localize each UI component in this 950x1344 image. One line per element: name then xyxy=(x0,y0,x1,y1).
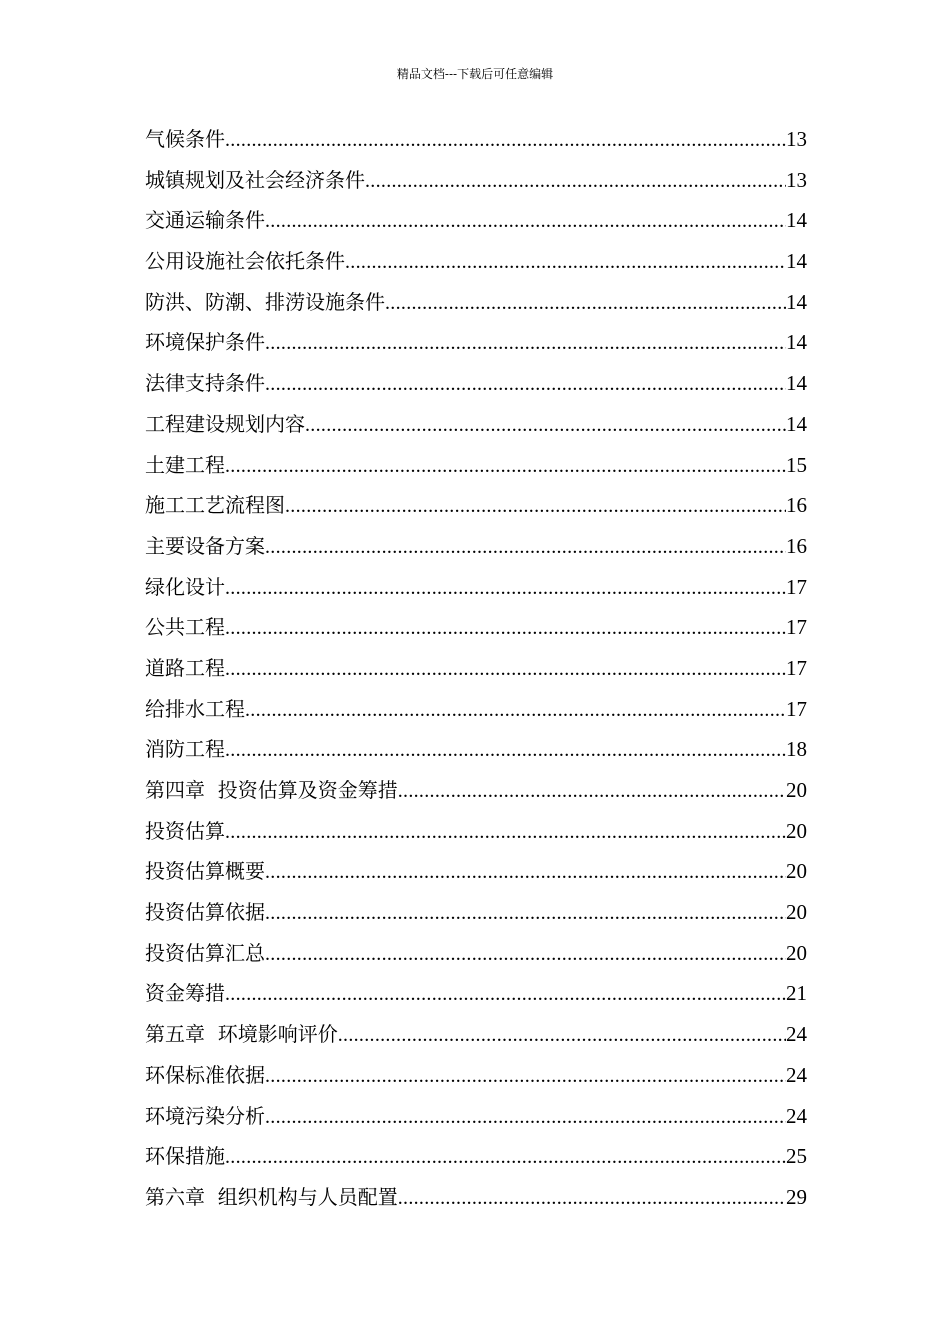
toc-entry-page: 17 xyxy=(786,615,807,640)
toc-dot-leader xyxy=(265,527,786,567)
toc-entry[interactable] xyxy=(145,689,807,730)
toc-dot-leader xyxy=(225,649,786,689)
toc-dot-leader xyxy=(225,120,786,160)
toc-entry[interactable] xyxy=(145,445,807,486)
toc-entry-page: 20 xyxy=(786,778,807,802)
toc-dot-leader xyxy=(225,730,786,770)
toc-entry-page: 14 xyxy=(786,411,807,436)
toc-entry-page: 24 xyxy=(786,1103,807,1128)
toc-entry[interactable] xyxy=(145,933,807,974)
toc-entry[interactable] xyxy=(145,1177,807,1218)
toc-entry-title: 施工工艺流程图 xyxy=(145,493,285,518)
toc-dot-leader xyxy=(225,812,786,852)
toc-entry-title: 资金筹措 xyxy=(145,981,225,1006)
toc-entry-title: 法律支持条件 xyxy=(145,371,265,396)
toc-entry[interactable] xyxy=(145,485,807,526)
toc-entry-title: 工程建设规划内容 xyxy=(145,411,305,436)
toc-entry-page: 13 xyxy=(786,127,807,151)
toc-entry-title: 环境污染分析 xyxy=(145,1103,265,1128)
toc-entry-title: 环保措施 xyxy=(145,1144,225,1169)
toc-entry-page: 17 xyxy=(786,696,807,721)
toc-dot-leader xyxy=(225,1137,786,1177)
toc-entry-page: 14 xyxy=(786,330,807,355)
toc-entry-title: 投资估算概要 xyxy=(145,859,265,884)
toc-dot-leader xyxy=(265,893,786,933)
toc-entry[interactable] xyxy=(145,770,807,811)
toc-dot-leader xyxy=(365,161,786,201)
toc-entry[interactable] xyxy=(145,851,807,892)
toc-dot-leader xyxy=(265,1097,786,1137)
toc-entry-title: 第五章 环境影响评价 xyxy=(145,1022,338,1047)
toc-entry-page: 17 xyxy=(786,574,807,599)
toc-entry-page: 14 xyxy=(786,208,807,233)
toc-entry-title: 消防工程 xyxy=(145,737,225,762)
toc-entry-page: 13 xyxy=(786,167,807,192)
toc-entry-title: 给排水工程 xyxy=(145,696,245,721)
toc-entry-page: 25 xyxy=(786,1144,807,1169)
toc-entry-page: 14 xyxy=(786,289,807,314)
toc-entry[interactable] xyxy=(145,729,807,770)
toc-dot-leader xyxy=(265,364,786,404)
toc-entry-title: 公共工程 xyxy=(145,615,225,640)
toc-entry[interactable] xyxy=(145,607,807,648)
toc-entry-title: 投资估算依据 xyxy=(145,900,265,925)
toc-entry-title: 投资估算 xyxy=(145,818,225,843)
toc-dot-leader xyxy=(225,568,786,608)
toc-entry[interactable] xyxy=(145,1014,807,1055)
toc-entry-title: 投资估算汇总 xyxy=(145,940,265,965)
toc-entry-page: 20 xyxy=(786,940,807,965)
toc-entry-title: 绿化设计 xyxy=(145,574,225,599)
toc-entry[interactable] xyxy=(145,404,807,445)
toc-entry[interactable] xyxy=(145,119,807,160)
table-of-contents xyxy=(145,119,807,1218)
toc-dot-leader xyxy=(305,405,786,445)
toc-dot-leader xyxy=(265,934,786,974)
toc-entry-title: 第六章 组织机构与人员配置 xyxy=(145,1184,398,1209)
toc-dot-leader xyxy=(225,608,786,648)
toc-entry-page: 21 xyxy=(786,981,807,1006)
toc-entry-page: 14 xyxy=(786,249,807,274)
toc-entry-page: 14 xyxy=(786,371,807,396)
toc-dot-leader xyxy=(245,690,786,730)
toc-entry[interactable] xyxy=(145,648,807,689)
toc-entry[interactable] xyxy=(145,1136,807,1177)
toc-entry[interactable] xyxy=(145,1055,807,1096)
toc-dot-leader xyxy=(398,771,786,811)
toc-entry-title: 城镇规划及社会经济条件 xyxy=(145,167,365,192)
toc-entry[interactable] xyxy=(145,322,807,363)
toc-dot-leader xyxy=(265,323,786,363)
toc-dot-leader xyxy=(385,283,786,323)
toc-dot-leader xyxy=(265,201,786,241)
toc-entry[interactable] xyxy=(145,363,807,404)
toc-entry[interactable] xyxy=(145,567,807,608)
toc-entry-page: 24 xyxy=(786,1022,807,1047)
toc-entry-title: 环保标准依据 xyxy=(145,1062,265,1087)
toc-dot-leader xyxy=(265,852,786,892)
toc-dot-leader xyxy=(338,1015,786,1055)
toc-entry-title: 公用设施社会依托条件 xyxy=(145,249,345,274)
toc-dot-leader xyxy=(265,1056,786,1096)
toc-entry[interactable] xyxy=(145,282,807,323)
toc-entry-page: 18 xyxy=(786,737,807,762)
toc-entry-title: 气候条件 xyxy=(145,127,225,151)
toc-entry[interactable] xyxy=(145,973,807,1014)
toc-entry-title: 道路工程 xyxy=(145,655,225,680)
toc-entry-page: 29 xyxy=(786,1184,807,1209)
toc-entry-page: 20 xyxy=(786,859,807,884)
toc-entry[interactable] xyxy=(145,200,807,241)
toc-entry-page: 16 xyxy=(786,493,807,518)
toc-entry-page: 20 xyxy=(786,900,807,925)
toc-entry-title: 土建工程 xyxy=(145,452,225,477)
toc-entry[interactable] xyxy=(145,241,807,282)
toc-entry[interactable] xyxy=(145,160,807,201)
toc-entry[interactable] xyxy=(145,892,807,933)
toc-entry-page: 24 xyxy=(786,1062,807,1087)
toc-dot-leader xyxy=(345,242,786,282)
toc-entry-title: 防洪、防潮、排涝设施条件 xyxy=(145,289,385,314)
toc-entry-page: 17 xyxy=(786,655,807,680)
toc-entry-page: 15 xyxy=(786,452,807,477)
toc-dot-leader xyxy=(285,486,786,526)
toc-entry-title: 第四章 投资估算及资金筹措 xyxy=(145,778,398,802)
toc-entry-title: 交通运输条件 xyxy=(145,208,265,233)
page-header: 精品文档---下载后可任意编辑 xyxy=(396,67,554,81)
toc-dot-leader xyxy=(225,446,786,486)
toc-entry[interactable] xyxy=(145,1096,807,1137)
toc-entry-title: 环境保护条件 xyxy=(145,330,265,355)
toc-entry-title: 主要设备方案 xyxy=(145,533,265,558)
toc-entry-page: 16 xyxy=(786,533,807,558)
toc-dot-leader xyxy=(225,974,786,1014)
toc-entry-page: 20 xyxy=(786,818,807,843)
toc-entry[interactable] xyxy=(145,526,807,567)
toc-dot-leader xyxy=(398,1178,786,1218)
toc-entry[interactable] xyxy=(145,811,807,852)
